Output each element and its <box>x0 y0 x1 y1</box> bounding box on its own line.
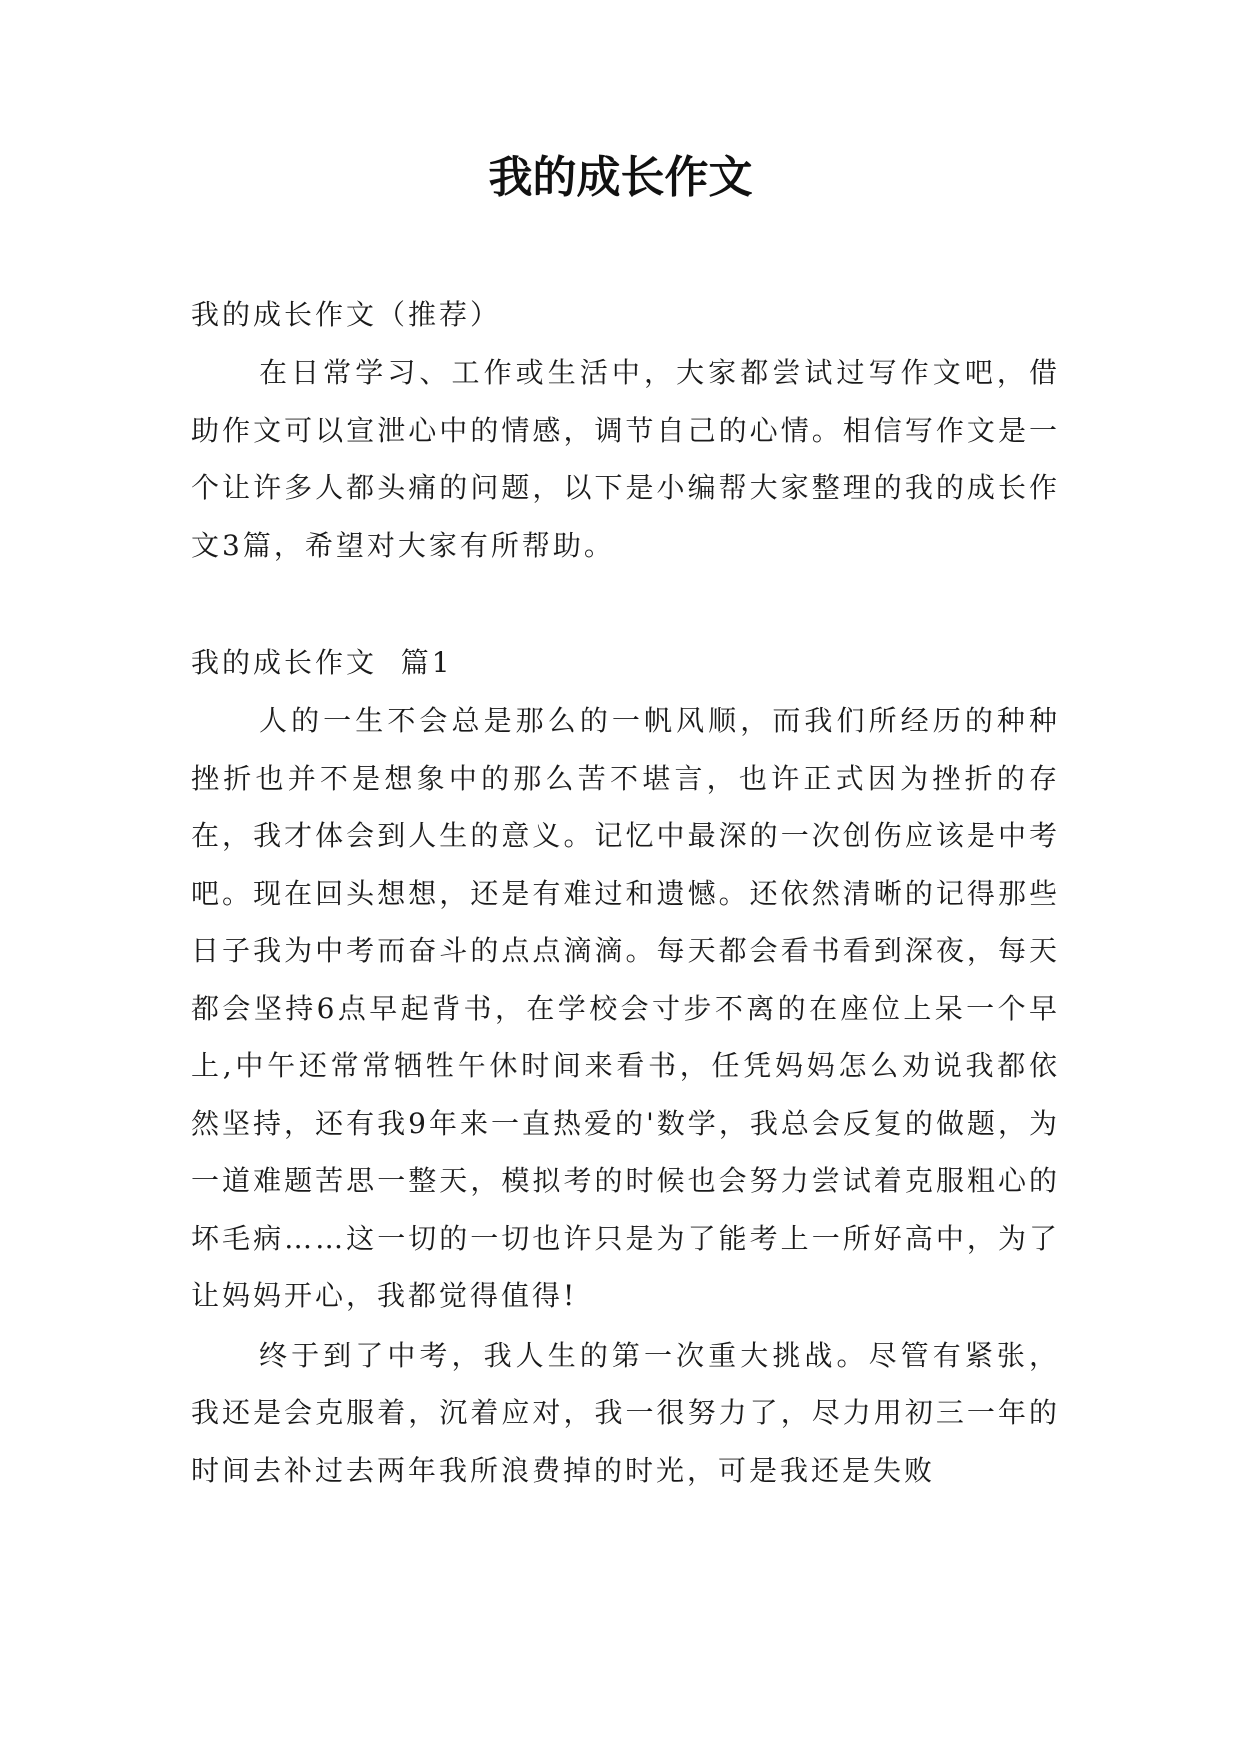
document-body <box>191 286 1060 1499</box>
section-1-heading: 我的成长作文 篇1 <box>191 646 453 679</box>
intro-paragraph: 在日常学习、工作或生活中，大家都尝试过写作文吧，借助作文可以宣泄心中的情感，调节自己的心情。相信写作文是一个让许多人都头痛的问题，以下是小编帮大家整理的我的成长作文3篇，希望对大家有所帮助。 <box>191 356 1060 562</box>
intro-heading: 我的成长作文（推荐） <box>191 298 502 331</box>
section-1-paragraph-1: 人的一生不会总是那么的一帆风顺，而我们所经历的种种挫折也并不是想象中的那么苦不堪言，也许正式因为挫折的存在，我才体会到人生的意义。记忆中最深的一次创伤应该是中考吧。现在回头想想，还是有难过和遗憾。还依然清晰的记得那些日子我为中考而奋斗的点点滴滴。每天都会看书看到深夜，每天都会坚持6点早起背书，在学校会寸步不离的在座位上呆一个早上,中午还常常牺牲午休时间来看书，任凭妈妈怎么劝说我都依然坚持，还有我9年来一直热爱的'数学，我总会反复的做题，为一道难题苦思一整天，模拟考的时候也会努力尝试着克服粗心的坏毛病……这一切的一切也许只是为了能考上一所好高中，为了让妈妈开心，我都觉得值得! <box>191 704 1060 1312</box>
section-1-paragraph-2: 终于到了中考，我人生的第一次重大挑战。尽管有紧张，我还是会克服着，沉着应对，我一很努力了，尽力用初三一年的时间去补过去两年我所浪费掉的时光，可是我还是失败 <box>191 1338 1060 1487</box>
document-title: 我的成长作文 <box>488 152 753 203</box>
section-spacer <box>191 574 1060 634</box>
